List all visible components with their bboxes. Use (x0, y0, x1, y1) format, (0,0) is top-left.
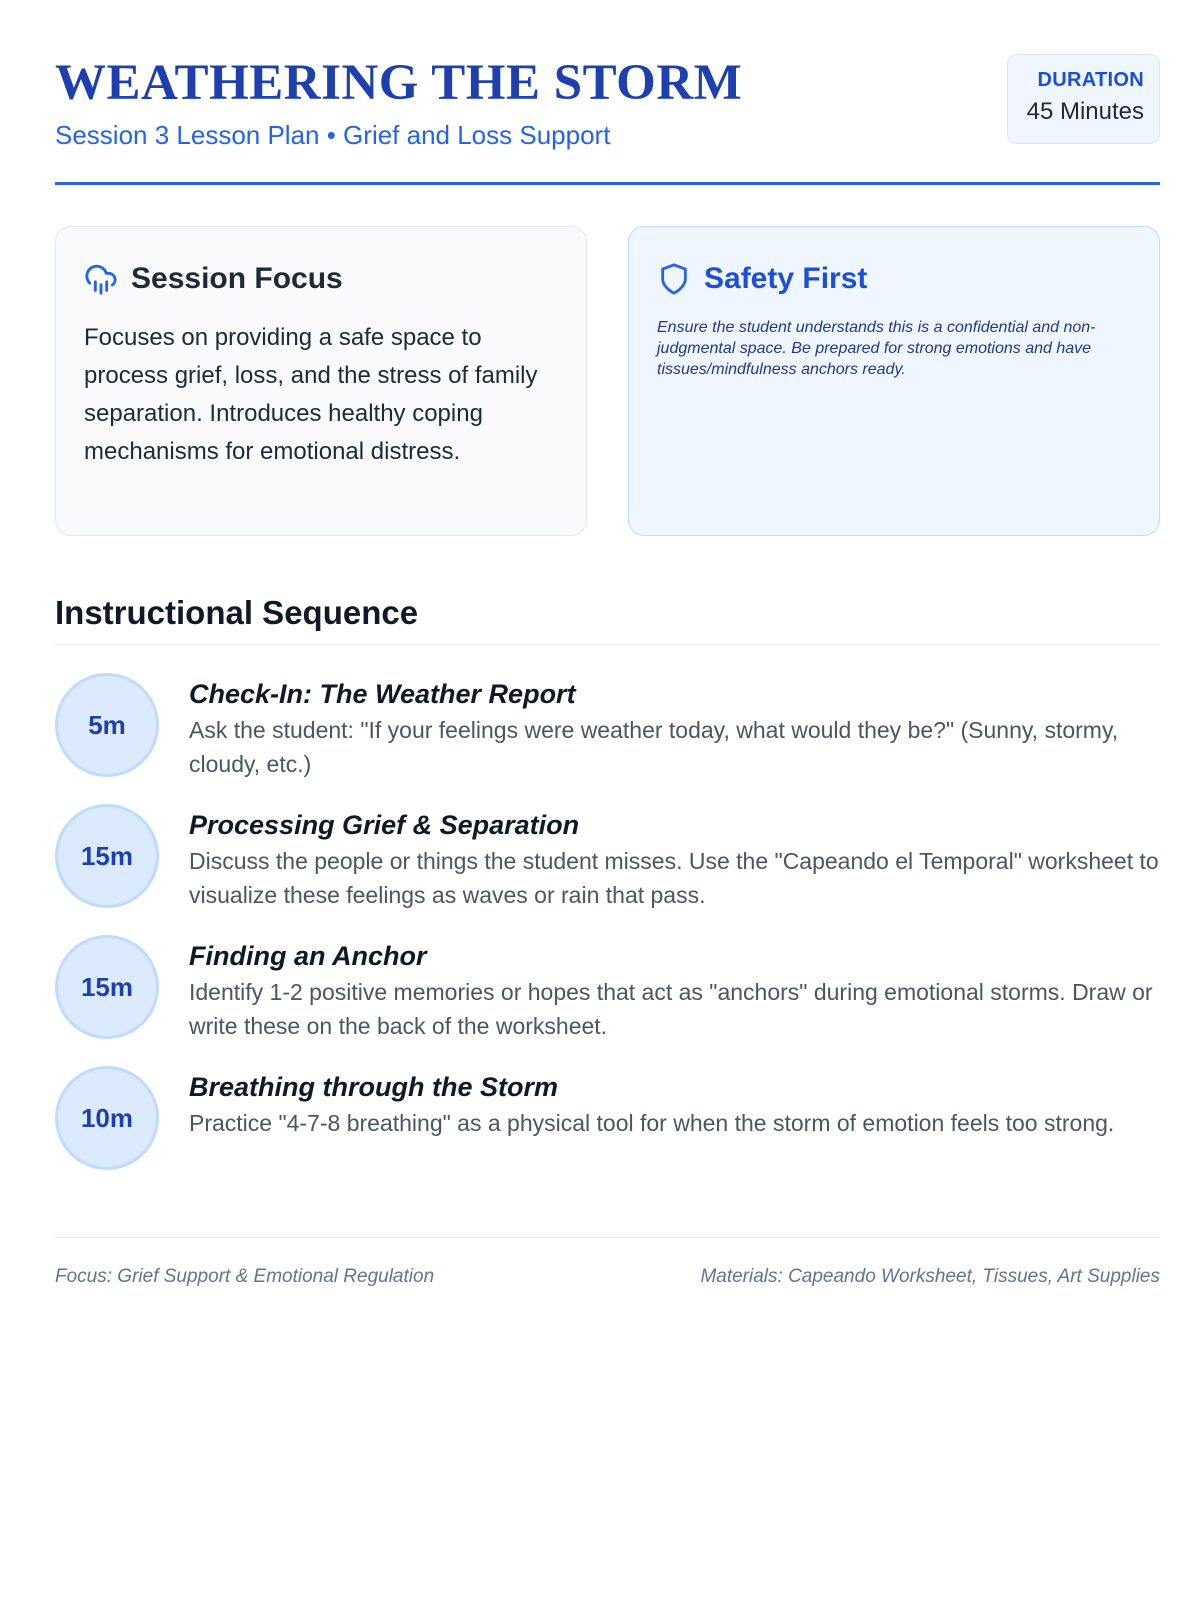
footer-materials: Materials: Capeando Worksheet, Tissues, Art Supplies (700, 1266, 1160, 1287)
safety-first-text: Ensure the student understands this is a confidential and non-judgmental space. Be prepared for strong emotions and have tissues/mindfulness anchors ready. (657, 319, 1096, 378)
session-focus-text: Focuses on providing a safe space to process grief, loss, and the stress of family separation. Introduces healthy coping mechanisms for emotional distress. (84, 324, 538, 465)
step-content (189, 808, 1164, 912)
step-time-badge: 10m (55, 1066, 159, 1170)
step-title: Processing Grief & Separation (189, 810, 580, 840)
step-item (55, 935, 1160, 1045)
session-focus-card (55, 226, 587, 536)
shield-icon (657, 262, 691, 296)
safety-first-header (657, 261, 1131, 297)
safety-first-card (628, 226, 1160, 536)
page-subtitle: Session 3 Lesson Plan • Grief and Loss Support (55, 120, 611, 150)
safety-first-title: Safety First (704, 262, 868, 295)
page-title: WEATHERING THE STORM (55, 55, 743, 111)
section-title: Instructional Sequence (55, 594, 419, 631)
info-cards (55, 226, 1160, 536)
duration-value: 45 Minutes (1026, 98, 1144, 125)
footer-focus: Focus: Grief Support & Emotional Regulation (55, 1266, 435, 1287)
session-focus-header (84, 261, 558, 297)
session-focus-title: Session Focus (131, 262, 343, 295)
step-item (55, 673, 1160, 783)
header (55, 0, 1160, 186)
step-title: Finding an Anchor (189, 941, 427, 971)
duration-label: DURATION (1037, 69, 1144, 91)
step-time-badge: 5m (55, 673, 159, 777)
step-title: Check-In: The Weather Report (189, 679, 576, 709)
step-content (189, 1070, 1164, 1140)
cloud-rain-icon (84, 262, 118, 296)
step-description: Discuss the people or things the student misses. Use the "Capeando el Temporal" worksheet to visualize these feelings as waves or rain that pass. (189, 848, 1159, 908)
step-content (189, 677, 1164, 781)
duration-box (1007, 54, 1160, 144)
step-content (189, 939, 1164, 1043)
step-description: Ask the student: "If your feelings were weather today, what would they be?" (Sunny, stormy, cloudy, etc.) (189, 717, 1119, 777)
step-time-badge: 15m (55, 935, 159, 1039)
step-description: Practice "4-7-8 breathing" as a physical tool for when the storm of emotion feels too strong. (189, 1110, 1115, 1136)
section-divider (55, 644, 1160, 645)
footer-divider (55, 1237, 1160, 1238)
lesson-plan-page (55, 0, 1160, 1287)
step-title: Breathing through the Storm (189, 1072, 558, 1102)
step-item (55, 804, 1160, 914)
step-item (55, 1066, 1160, 1176)
step-description: Identify 1-2 positive memories or hopes that act as "anchors" during emotional storms. Draw or write these on the back of the worksheet. (189, 979, 1153, 1039)
header-divider (55, 182, 1160, 185)
step-time-badge: 15m (55, 804, 159, 908)
